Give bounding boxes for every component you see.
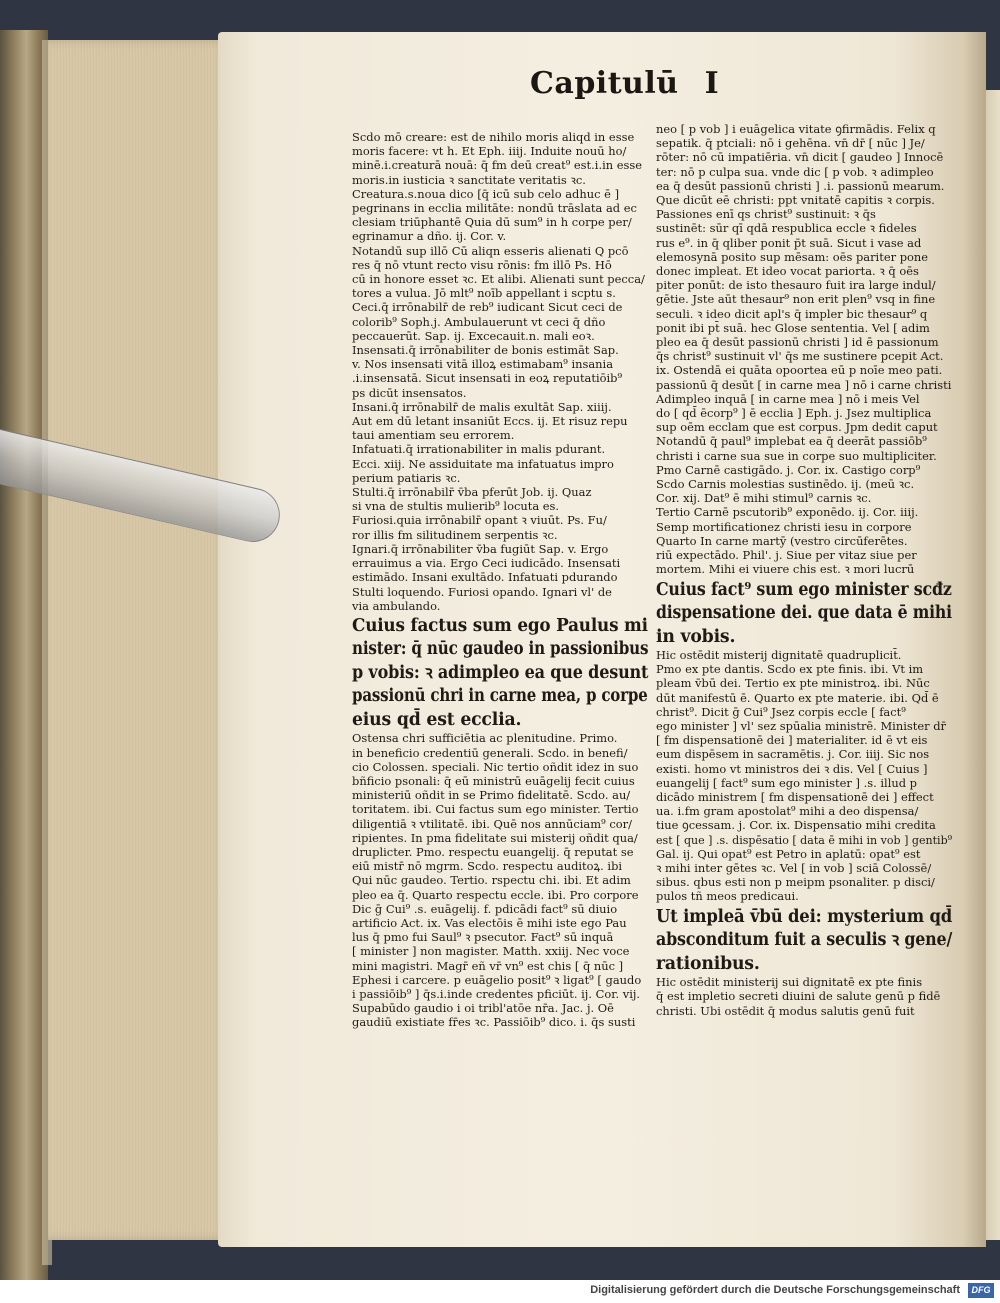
- text-line: Que dicūt eē christi: ppt vnitatē capitis ꝛ corpis.: [656, 193, 935, 208]
- text-line: Furiosi.quia irrōnabilr̄ opant ꝛ viuūt. Ps. Fu/: [352, 513, 607, 528]
- text-line: seculi. ꝛ ideo dicit apl's q̄ impler bic thesaur⁹ q: [656, 306, 928, 321]
- text-line: .i.insensatā. Sicut insensati in eoꝝ reputatiōib⁹: [352, 371, 623, 386]
- text-line: Hic ostēdit ministerij sui dignitatē ex pte finis: [656, 975, 923, 990]
- text-line: moris.in iusticia ꝛ sanctitate veritatis ꝛc.: [352, 172, 586, 187]
- text-line: euangelij [ fact⁹ sum ego minister ] .s. illud p: [656, 775, 918, 790]
- text-line: Ceci.q̄ irrōnabilr̄ de reb⁹ iudicant Sicut ceci de: [352, 300, 623, 315]
- book-cover: [0, 30, 48, 1280]
- text-line: estimādo. Insani exultādo. Infatuati pdurando: [352, 570, 618, 585]
- text-line: bñficio psonali: q̄ eū ministrū euāgelij fecit cuius: [352, 774, 635, 789]
- text-line: Pmo ex pte dantis. Scdo ex pte finis. ibi. Vt im: [656, 662, 924, 677]
- lemma-line: dispensatione dei. que data ē mihi: [656, 603, 952, 623]
- text-line: res q̄ nō vtunt recto visu rōnis: fm illō Ps. Hō: [352, 257, 612, 272]
- text-column-left: [352, 130, 652, 1030]
- text-line: eiū mistr̄ nō mgrm. Scdo. respectu auditoꝝ. ibi: [352, 859, 623, 874]
- text-line: Tertio Carnē pscutorib⁹ exponēdo. ij. Cor. iiij.: [656, 505, 919, 520]
- text-line: gaudiū existiate fr̄es ꝛc. Passiōib⁹ dico. i. q̄s susti: [352, 1015, 636, 1030]
- text-line: cio Colossen. speciali. Nic tertio oñdit idez in suo: [352, 759, 639, 774]
- text-line: Adimpleo inquā [ in carne mea ] nō i meis Vel: [656, 391, 920, 406]
- lemma-line: Ut impleā v̄bū dei: mysterium qd̄: [656, 906, 953, 927]
- text-line: dicādo ministrem [ fm dispensationē dei ] effect: [656, 790, 934, 805]
- text-line: ps dicūt insensatos.: [352, 385, 467, 400]
- text-line: Stulti loquendo. Furiosi opando. Ignari vl' de: [352, 584, 612, 599]
- text-line: cū in honore esset ꝛc. Et alibi. Alienati sunt pecca/: [352, 272, 645, 287]
- text-line: Pmo Carnē castigādo. j. Cor. ix. Castigo corp⁹: [656, 462, 921, 477]
- text-line: Ephesi i carcere. p euāgelio posit⁹ ꝛ ligat⁹ [ gaudo: [352, 972, 642, 987]
- text-line: Dic ḡ Cui⁹ .s. euāgelij. f. pdicādi fact⁹ sū diuio: [352, 901, 618, 916]
- footer-bar: [0, 1280, 1000, 1303]
- text-line: Qui nūc gaudeo. Tertio. rspectu chi. ibi. Et adim: [352, 873, 631, 888]
- text-line: pleo ea q̄. Quarto respectu eccle. ibi. Pro corpore: [352, 887, 639, 902]
- text-line: sustinēt: sūr qī qdā respublica eccle ꝛ fideles: [656, 221, 917, 236]
- text-line: riū expectādo. Phil'. j. Siue per vitaz siue per: [656, 548, 917, 563]
- text-line: ego minister ] vl' sez spūalia ministrē. Minister dr̄: [656, 719, 946, 734]
- running-head-title: Capitulū: [530, 66, 679, 101]
- text-line: artificio Act. ix. Vas electōis ē mihi iste ego Pau: [352, 916, 627, 931]
- text-line: tores a vulua. Jō mlt⁹ noīb appellant i scptu s.: [352, 286, 616, 301]
- dfg-logo: DFG: [968, 1283, 994, 1298]
- text-line: ripientes. In pma fidelitate sui misterij oñdit qua/: [352, 830, 638, 845]
- text-line: lus q̄ pmo fui Saul⁹ ꝛ psecutor. Fact⁹ sū inquā: [352, 930, 614, 945]
- text-line: q̄ est impletio secreti diuini de salute genū p fidē: [656, 989, 941, 1004]
- text-line: existi. homo vt ministros dei ꝛ dis. Vel [ Cuius ]: [656, 761, 928, 776]
- text-line: Aut em dū letant insaniūt Eccs. ij. Et risuz repu: [352, 414, 628, 429]
- text-line: v. Nos insensati vitā illoꝝ estimabam⁹ insania: [352, 357, 614, 372]
- text-line: [ minister ] non magister. Matth. xxiij. Nec voce: [352, 944, 630, 959]
- text-line: minē.i.creaturā nouā: q̄ fm deū creat⁹ est.i.in esse: [352, 158, 643, 173]
- text-line: donec impleat. Et ideo vocat pariorta. ꝛ q̄ oēs: [656, 264, 919, 279]
- text-line: tiue ꝯcessam. j. Cor. ix. Dispensatio mihi credita: [656, 818, 936, 833]
- text-line: egrinamur a dño. ij. Cor. v.: [352, 229, 507, 244]
- text-line: Insensati.q̄ irrōnabiliter de bonis estimāt Sap.: [352, 343, 619, 358]
- text-line: ter: nō p culpa sua. vnde dic [ p vob. ꝛ adimpleo: [656, 164, 934, 179]
- text-line: i passiōib⁹ ] q̄s.i.inde credentes pficiūt. ij. Cor. vij.: [352, 987, 641, 1002]
- text-line: Scdo Carnis molestias sustinēdo. ij. (meū ꝛc.: [656, 477, 915, 492]
- text-line: sup oēm ecclam que est corpus. Jpm dedit caput: [656, 420, 938, 435]
- text-line: Passiones enī qs christ⁹ sustinuit: ꝛ q̄s: [656, 207, 876, 222]
- text-line: ꝛ mihi inter gētes ꝛc. Vel [ in vob ] sciā Colossē/: [656, 861, 932, 876]
- text-line: Hic ostēdit misterij dignitatē quadruplicit̄.: [656, 648, 902, 662]
- lemma-line: passionū chri in carne mea, p corpe: [352, 686, 648, 707]
- text-line: pegrinans in ecclia militāte: nondū trāslata ad ec: [352, 201, 637, 216]
- text-line: mortem. Mihi ei viuere chis est. ꝛ mori lucrū: [656, 562, 915, 577]
- text-line: ministeriū oñdit in se Primo fidelitatē. Scdo. au/: [352, 788, 631, 803]
- text-line: pleam v̄bū dei. Tertio ex pte ministroꝝ. ibi. Nūc: [656, 676, 930, 691]
- text-line: via ambulando.: [352, 598, 441, 613]
- text-line: Creatura.s.noua dico [q̄ icū sub celo adhuc ē ]: [352, 186, 620, 201]
- lemma-line: absconditum fuit a seculis ꝛ gene/: [656, 930, 953, 951]
- text-line: ea q̄ desūt passionū christi ] .i. passionū mearum.: [656, 178, 945, 193]
- text-line: Ecci. xiij. Ne assiduitate ma infatuatus impro: [352, 456, 614, 471]
- text-line: rus e⁹. in q̄ qliber ponit p̄t suā. Sicut i vase ad: [656, 235, 922, 250]
- text-line: sepatik. q̄ ptciali: nō i gehēna. vn̄ dr̄ [ nūc ] Je/: [656, 136, 925, 151]
- text-column-right: [656, 122, 956, 1018]
- text-line: errauimus a via. Ergo Ceci iudicādo. Insensati: [352, 556, 621, 571]
- text-line: mini magistri. Magr̄ eñ vr̄ vn⁹ est chis [ q̄ nūc ]: [352, 958, 624, 973]
- text-line: Quarto In carne martȳ (vestro circūferētes.: [656, 533, 908, 548]
- text-line: ix. Ostendā ei quāta opoortea eū p noīe meo pati.: [656, 363, 943, 378]
- text-line: do [ qd̄ ēcorp⁹ ] ē ecclia ] Eph. j. Jsez multiplica: [656, 406, 932, 421]
- text-line: ror illis fm silitudinem serpentis ꝛc.: [352, 527, 558, 542]
- text-line: Insani.q̄ irrōnabilr̄ de malis exultāt Sap. xiiij.: [352, 399, 612, 414]
- lemma-line: Cuius factus sum ego Paulus mi: [352, 615, 648, 636]
- running-head: [530, 66, 719, 101]
- text-line: Semp mortificationez christi iesu in corpore: [656, 519, 912, 534]
- text-line: sibus. qbus esti non p meipm psonaliter. p disci/: [656, 875, 935, 890]
- text-line: moris facere: vt h. Et Eph. iiij. Induite nouū ho/: [352, 144, 627, 159]
- text-line: dūt manifestū ē. Quarto ex pte materie. ibi. Qd̄ ē: [656, 690, 939, 705]
- text-line: perium patiaris ꝛc.: [352, 470, 461, 485]
- text-line: si vna de stultis mulierib⁹ locuta es.: [352, 499, 560, 514]
- text-line: Ignari.q̄ irrōnabiliter v̄ba fugiūt Sap. v. Ergo: [352, 541, 609, 556]
- text-line: peccauerūt. Sap. ij. Excecauit.n. mali eoꝛ.: [352, 328, 595, 343]
- text-line: christi. Ubi ostēdit q̄ modus salutis genū fuit: [656, 1003, 915, 1018]
- text-line: in beneficio credentiū generali. Scdo. in benefi/: [352, 745, 628, 760]
- text-line: Stulti.q̄ irrōnabilr̄ v̄ba pferūt Job. ij. Quaz: [352, 485, 592, 500]
- text-line: christ⁹. Dicit ḡ Cui⁹ Jsez corpis eccle [ fact⁹: [656, 704, 906, 719]
- text-line: colorib⁹ Soph.j. Ambulauerunt vt ceci q̄ dño: [352, 314, 606, 329]
- text-line: Gal. ij. Qui opat⁹ est Petro in aplatū: opat⁹ est: [656, 846, 921, 861]
- text-line: taui amentiam seu errorem.: [352, 428, 515, 443]
- text-line: Scdo mō creare: est de nihilo moris aliqd in esse: [352, 130, 635, 144]
- text-line: passionū q̄ desūt [ in carne mea ] nō i carne christi: [656, 377, 952, 392]
- text-line: eum dispēsem in sacramētis. j. Cor. iiij. Sic nos: [656, 747, 930, 762]
- lemma-line: eius qd̄ est ecclia.: [352, 709, 522, 730]
- text-line: piter ponūt: de isto thesauro fuit ira large indul/: [656, 278, 936, 293]
- text-line: elemosynā posito sup mēsam: oēs pariter pone: [656, 249, 929, 264]
- lemma-line: nister: q̄ nūc gaudeo in passionibus: [352, 639, 649, 660]
- text-line: druplicter. Pmo. respectu euangelij. q̄ reputat se: [352, 845, 634, 860]
- text-line: clesiam triūphantē Quia dū sum⁹ in h corpe per/: [352, 215, 632, 230]
- lemma-line: Cuius fact⁹ sum ego minister scđz: [656, 579, 952, 600]
- text-line: toritatem. ibi. Cui factus sum ego minister. Tertio: [352, 802, 639, 817]
- text-line: [ fm dispensationē dei ] materialiter. id ē vt eis: [656, 733, 928, 748]
- funding-note: Digitalisierung gefördert durch die Deutsche Forschungsgemeinschaft: [590, 1284, 960, 1296]
- text-line: Ostensa chri sufficiētia ac plenitudine. Primo.: [352, 731, 618, 746]
- text-line: ponit ibi pt̄ suā. hec Glose sententia. Vel [ adim: [656, 320, 930, 335]
- text-line: rōter: nō cū impatiēria. vn̄ dicit [ gaudeo ] Innocē: [656, 150, 944, 165]
- text-line: ua. i.fm gram apostolat⁹ mihi a deo dispensa/: [656, 804, 919, 819]
- text-line: neo [ p vob ] i euāgelica vitate ꝯfirmādis. Felix q: [656, 122, 936, 136]
- text-line: Cor. xij. Dat⁹ ē mihi stimul⁹ carnis ꝛc.: [656, 491, 872, 506]
- text-line: Infatuati.q̄ irrationabiliter in malis pdurant.: [352, 442, 606, 457]
- text-line: diligentiā ꝛ vtilitatē. ibi. Quē nos annūciam⁹ cor/: [352, 816, 632, 831]
- text-line: Notandū q̄ paul⁹ implebat ea q̄ deerāt passiōb⁹: [656, 434, 927, 449]
- page-stack-edge: [48, 40, 230, 1240]
- text-line: pleo ea q̄ desūt passionū christi ] id ē passionum: [656, 335, 939, 350]
- text-line: christi i carne sua sue in corpe suo multipliciter.: [656, 448, 937, 463]
- text-line: q̄s christ⁹ sustinuit vl' q̄s me sustinere pcepit Act.: [656, 349, 944, 364]
- lemma-line: in vobis.: [656, 626, 736, 647]
- chapter-number: I: [704, 66, 720, 101]
- text-line: est [ que ] .s. dispēsatio [ data ē mihi in vob ] gentib⁹: [656, 832, 953, 847]
- text-line: pulos tñ meos predicaui.: [656, 889, 799, 904]
- text-line: Supabūdo gaudio i oi tribl'atōe nr̄a. Jac. j. Oē: [352, 1001, 614, 1016]
- text-line: Notandū sup illō Cū aliqn esseris alienati Q pcō: [352, 243, 629, 258]
- lemma-line: rationibus.: [656, 953, 760, 974]
- text-line: gētie. Jste aūt thesaur⁹ non erit plen⁹ vsq in fine: [656, 292, 936, 307]
- lemma-line: p vobis: ꝛ adimpleo ea que desunt: [352, 662, 649, 683]
